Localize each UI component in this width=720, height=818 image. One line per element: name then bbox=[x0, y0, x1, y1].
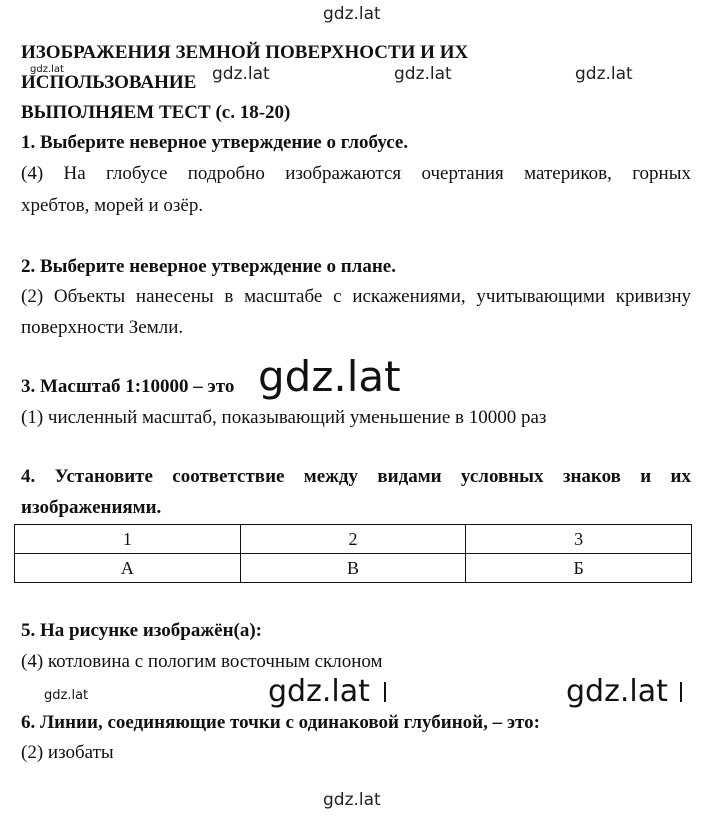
watermark-row2-a: gdz.lat bbox=[212, 64, 270, 84]
watermark-large-center: gdz.lat bbox=[258, 352, 401, 401]
watermark-cursor-bar bbox=[384, 682, 386, 702]
table-header-cell: 1 bbox=[15, 525, 241, 554]
page-title-line1: ИЗОБРАЖЕНИЯ ЗЕМНОЙ ПОВЕРХНОСТИ И ИХ bbox=[21, 42, 469, 63]
question-1: 1. Выберите неверное утверждение о глобусе. bbox=[21, 132, 409, 153]
watermark-tiny: gdz.lat bbox=[30, 64, 64, 75]
table-row bbox=[15, 554, 692, 583]
watermark-cursor-bar bbox=[680, 682, 682, 702]
table-cell: А bbox=[15, 554, 241, 583]
watermark-top: gdz.lat bbox=[323, 4, 381, 24]
question-6: 6. Линии, соединяющие точки с одинаковой глубиной, – это: bbox=[21, 712, 540, 733]
answer-2-line2: поверхности Земли. bbox=[21, 317, 184, 338]
table-header-cell: 2 bbox=[240, 525, 466, 554]
table-cell: Б bbox=[466, 554, 692, 583]
answer-2-line1: (2) Объекты нанесены в масштабе с искажениями, учитывающими кривизну bbox=[21, 286, 691, 307]
answer-1-line2: хребтов, морей и озёр. bbox=[21, 195, 204, 216]
question-4-line2: изображениями. bbox=[21, 497, 162, 518]
watermark-bottom: gdz.lat bbox=[323, 790, 381, 810]
table-header-row bbox=[15, 525, 692, 554]
answer-6-line1: (2) изобаты bbox=[21, 742, 114, 763]
question-4-line1: 4. Установите соответствие между видами условных знаков и их bbox=[21, 466, 691, 487]
question-2: 2. Выберите неверное утверждение о плане. bbox=[21, 256, 396, 277]
watermark-row2-b: gdz.lat bbox=[394, 64, 452, 84]
watermark-small-left: gdz.lat bbox=[44, 688, 89, 703]
question-3: 3. Масштаб 1:10000 – это bbox=[21, 376, 235, 397]
answer-3-line1: (1) численный масштаб, показывающий уменьшение в 10000 раз bbox=[21, 407, 547, 428]
page-title-line2: ИСПОЛЬЗОВАНИЕ bbox=[21, 72, 197, 93]
answer-4-table bbox=[14, 524, 692, 583]
table-header-cell: 3 bbox=[466, 525, 692, 554]
watermark-row2-c: gdz.lat bbox=[575, 64, 633, 84]
table-cell: В bbox=[240, 554, 466, 583]
answer-1-line1: (4) На глобусе подробно изображаются очертания материков, горных bbox=[21, 163, 691, 184]
watermark-medium-right: gdz.lat bbox=[566, 674, 668, 709]
page-subtitle: ВЫПОЛНЯЕМ ТЕСТ (с. 18-20) bbox=[21, 102, 291, 123]
watermark-medium-center: gdz.lat bbox=[268, 674, 370, 709]
question-5: 5. На рисунке изображён(а): bbox=[21, 620, 263, 641]
answer-5-line1: (4) котловина с пологим восточным склоном bbox=[21, 651, 383, 672]
